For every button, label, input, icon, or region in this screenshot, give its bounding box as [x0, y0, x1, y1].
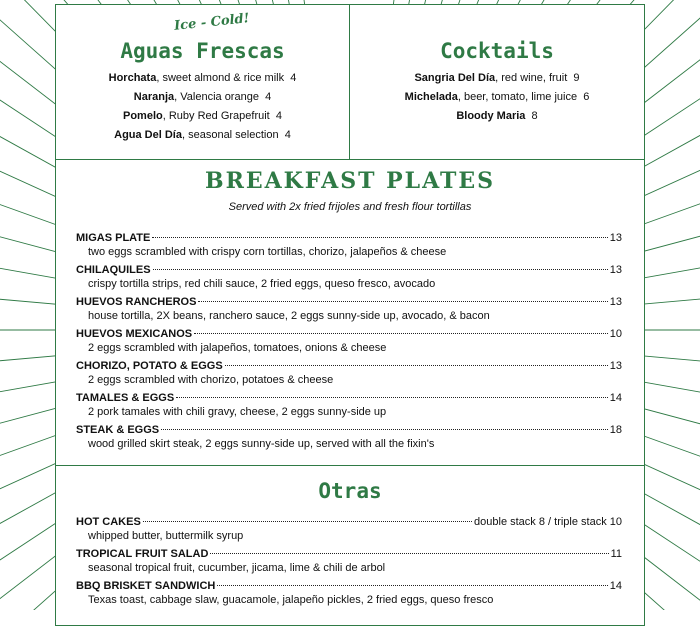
- item-price: 13: [609, 296, 622, 308]
- item-desc: Texas toast, cabbage slaw, guacamole, jalapeño pickles, 2 fried eggs, queso fresco: [88, 594, 494, 606]
- otras-list: [76, 515, 622, 611]
- item-price: 11: [610, 548, 622, 560]
- item-price: 14: [609, 392, 622, 404]
- dot-leader: [225, 365, 608, 366]
- item-name: HOT CAKES: [76, 516, 141, 528]
- drink-name: Michelada: [404, 91, 458, 103]
- dot-leader: [176, 397, 608, 398]
- dot-leader: [198, 301, 607, 302]
- item-price: 13: [609, 264, 622, 276]
- drink-name: Pomelo: [123, 110, 163, 122]
- item-desc: seasonal tropical fruit, cucumber, jicama, lime & chili de arbol: [88, 562, 386, 574]
- item-desc: wood grilled skirt steak, 2 eggs sunny-side up, served with all the fixin's: [88, 438, 435, 450]
- drink-price: 4: [290, 72, 297, 84]
- item-name: STEAK & EGGS: [76, 424, 160, 436]
- item-name: HUEVOS RANCHEROS: [76, 296, 197, 308]
- list-item: [76, 515, 622, 547]
- list-item: [76, 423, 622, 455]
- item-price: 18: [609, 424, 622, 436]
- drink-name: Horchata: [108, 72, 157, 84]
- otras-title: Otras: [318, 479, 382, 503]
- dot-leader: [143, 521, 472, 522]
- list-item: [76, 327, 622, 359]
- drink-price: 4: [275, 110, 282, 122]
- dot-leader: [210, 553, 608, 554]
- drink-name: Naranja: [133, 91, 175, 103]
- cocktails-title: Cocktails: [440, 39, 554, 63]
- section-divider-bottom: [56, 465, 644, 466]
- list-item: [76, 579, 622, 611]
- drink-name: Bloody Maria: [456, 110, 526, 122]
- drink-item: [350, 107, 644, 126]
- drink-desc: , Ruby Red Grapefruit: [162, 110, 270, 122]
- drink-item: [350, 69, 644, 88]
- item-name: CHILAQUILES: [76, 264, 151, 276]
- menu-panel: [55, 4, 645, 626]
- drink-item: [56, 126, 349, 145]
- item-desc: crispy tortilla strips, red chili sauce, 2 fried eggs, queso fresco, avocado: [88, 278, 436, 290]
- item-price: double stack 8 / triple stack 10: [474, 516, 622, 528]
- breakfast-subtitle: Served with 2x fried frijoles and fresh flour tortillas: [228, 201, 472, 213]
- drink-desc: , beer, tomato, lime juice: [457, 91, 578, 103]
- drink-item: [350, 88, 644, 107]
- drink-price: 8: [531, 110, 538, 122]
- aguas-title: Aguas Frescas: [120, 39, 285, 63]
- item-desc: 2 eggs scrambled with chorizo, potatoes & cheese: [88, 374, 334, 386]
- drink-desc: , red wine, fruit: [495, 72, 568, 84]
- dot-leader: [194, 333, 608, 334]
- dot-leader: [161, 429, 608, 430]
- item-name: CHORIZO, POTATO & EGGS: [76, 360, 223, 372]
- list-item: [76, 547, 622, 579]
- item-price: 14: [609, 580, 622, 592]
- item-price: 13: [609, 360, 622, 372]
- breakfast-list: [76, 231, 622, 455]
- list-item: [76, 391, 622, 423]
- drink-name: Agua Del Día: [114, 129, 182, 141]
- drink-price: 6: [583, 91, 590, 103]
- aguas-list: [56, 69, 349, 145]
- item-desc: two eggs scrambled with crispy corn tortillas, chorizo, jalapeños & cheese: [88, 246, 447, 258]
- item-name: MIGAS PLATE: [76, 232, 151, 244]
- list-item: [76, 295, 622, 327]
- list-item: [76, 263, 622, 295]
- dot-leader: [152, 237, 607, 238]
- item-name: TAMALES & EGGS: [76, 392, 175, 404]
- drink-desc: , seasonal selection: [181, 129, 279, 141]
- drink-price: 4: [265, 91, 272, 103]
- item-desc: 2 pork tamales with chili gravy, cheese, 2 eggs sunny-side up: [88, 406, 387, 418]
- cocktails-list: [350, 69, 644, 126]
- item-price: 10: [609, 328, 622, 340]
- drink-price: 9: [573, 72, 580, 84]
- item-desc: house tortilla, 2X beans, ranchero sauce, 2 eggs sunny-side up, avocado, & bacon: [88, 310, 490, 322]
- item-price: 13: [609, 232, 622, 244]
- drink-name: Sangria Del Día: [414, 72, 496, 84]
- dot-leader: [217, 585, 607, 586]
- item-desc: 2 eggs scrambled with jalapeños, tomatoes, onions & cheese: [88, 342, 387, 354]
- dot-leader: [153, 269, 608, 270]
- item-name: TROPICAL FRUIT SALAD: [76, 548, 209, 560]
- list-item: [76, 231, 622, 263]
- drink-item: [56, 107, 349, 126]
- item-desc: whipped butter, buttermilk syrup: [88, 530, 244, 542]
- drink-item: [56, 88, 349, 107]
- breakfast-title: BREAKFAST PLATES: [204, 168, 496, 194]
- list-item: [76, 359, 622, 391]
- drink-desc: , sweet almond & rice milk: [156, 72, 285, 84]
- drink-desc: , Valencia orange: [174, 91, 259, 103]
- section-divider-top: [56, 159, 644, 160]
- drink-item: [56, 69, 349, 88]
- item-name: HUEVOS MEXICANOS: [76, 328, 193, 340]
- aguas-tagline: Ice - Cold!: [173, 11, 251, 34]
- drink-price: 4: [284, 129, 291, 141]
- item-name: BBQ BRISKET SANDWICH: [76, 580, 216, 592]
